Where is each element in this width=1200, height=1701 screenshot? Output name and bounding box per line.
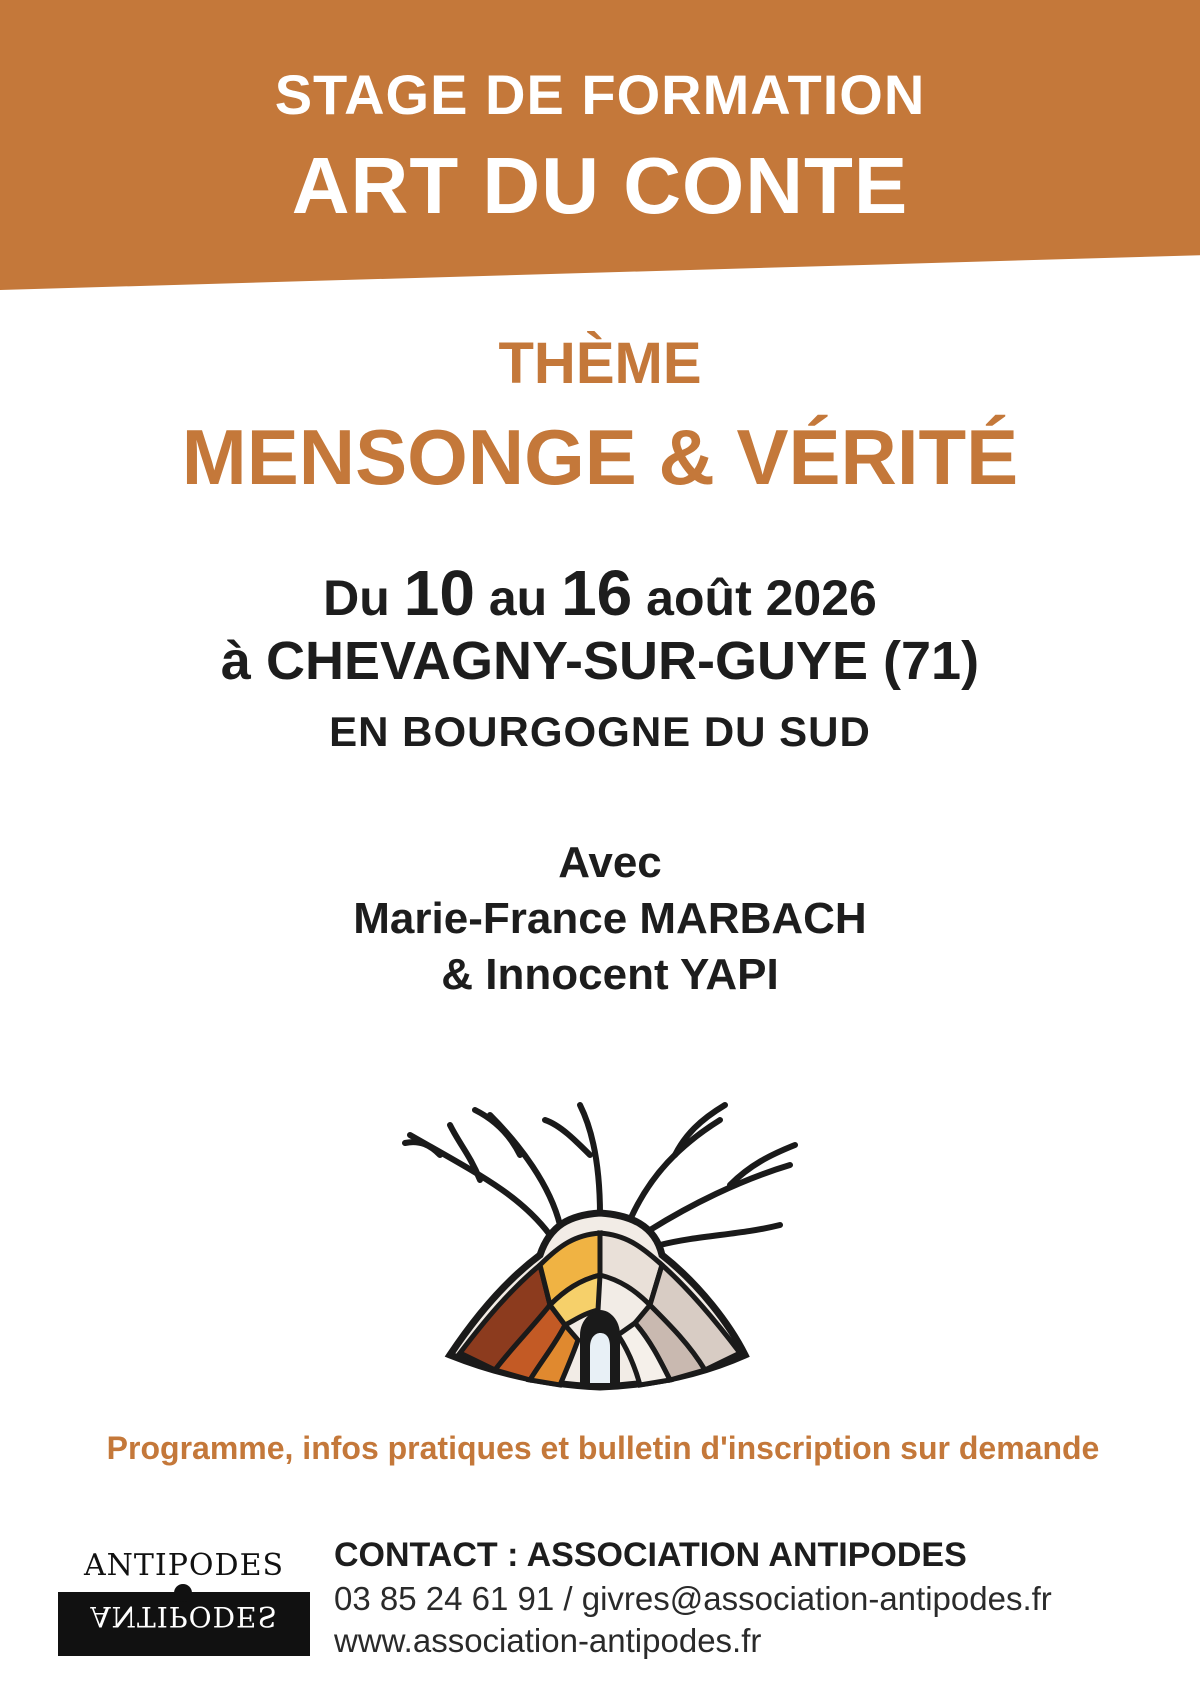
event-place: à CHEVAGNY-SUR-GUYE (71) [220,631,980,691]
logo-name: ANTIPODES [83,1548,285,1583]
dates-middle: au [488,570,548,626]
theme-label: THÈME [498,331,702,396]
banner-subtitle: STAGE DE FORMATION [274,63,926,126]
event-dates [0,556,1200,630]
logo-mirror-name: ANTIPODES [90,1600,278,1633]
hosts-intro: Avec [558,838,662,887]
contact-phone-email[interactable]: 03 85 24 61 91 / givres@association-antipodes.fr [334,1580,1052,1617]
contact-title: CONTACT : ASSOCIATION ANTIPODES [334,1536,967,1574]
program-note: Programme, infos pratiques et bulletin d'inscription sur demande [106,1430,1100,1466]
contact-website[interactable]: www.association-antipodes.fr [334,1622,762,1659]
banner-title: ART DU CONTE [291,141,909,230]
event-region: EN BOURGOGNE DU SUD [329,708,871,755]
dates-suffix: août 2026 [646,570,877,626]
antipodes-logo [58,1540,310,1658]
hosts-block [0,835,1200,1003]
host-name-2: & Innocent YAPI [441,950,779,999]
theme-title: MENSONGE & VÉRITÉ [181,413,1019,501]
dates-end-day: 16 [561,557,633,629]
dates-start-day: 10 [403,557,475,629]
baobab-tree-icon [400,1085,800,1395]
host-name-1: Marie-France MARBACH [353,894,867,943]
dates-prefix: Du [323,570,390,626]
